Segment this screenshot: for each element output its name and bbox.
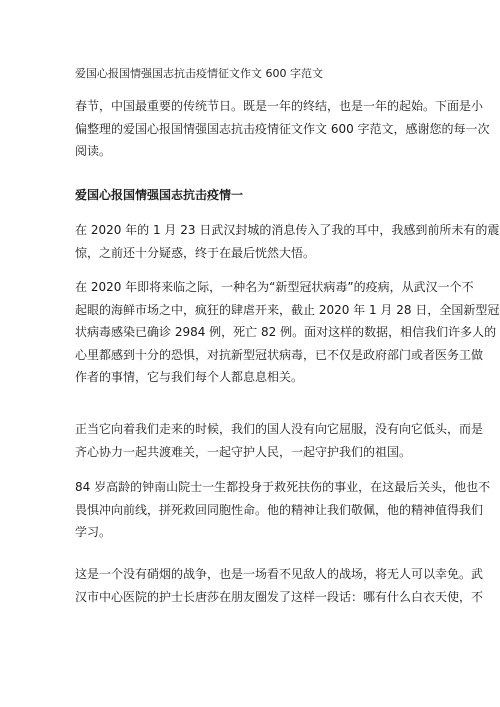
paragraph-line: 起眼的海鲜市场之中，疯狂的肆虐开来，截止 2020 年 1 月 28 日，全国新型冠 bbox=[75, 302, 500, 317]
paragraph-line: 齐心协力一起共渡难关，一起守护人民，一起守护我们的祖国。 bbox=[75, 444, 412, 459]
body-paragraph bbox=[75, 219, 500, 264]
paragraph-line: 学习。 bbox=[75, 525, 112, 539]
intro-line: 阅读。 bbox=[75, 144, 112, 158]
paragraph-line: 在 2020 年的 1 月 23 日武汉封城的消息传入了我的耳中，我感到前所未有的震 bbox=[75, 223, 500, 237]
section-heading: 爱国心报国情强国志抗击疫情一 bbox=[75, 188, 244, 202]
body-paragraph bbox=[75, 563, 484, 608]
paragraph-line: 在 2020 年即将来临之际，一种名为“新型冠状病毒”的疫病，从武汉一个不 bbox=[75, 280, 474, 294]
intro-line: 春节，中国最重要的传统节日。既是一年的终结，也是一年的起始。下面是小 bbox=[75, 99, 484, 113]
paragraph-line: 心里都感到十分的恐惧，对抗新型冠状病毒，已不仅是政府部门或者医务工做 bbox=[75, 347, 484, 362]
intro-paragraph bbox=[75, 95, 490, 163]
paragraph-line: 作者的事情，它与我们每个人都息息相关。 bbox=[75, 370, 304, 384]
body-paragraph bbox=[75, 418, 484, 463]
body-paragraph bbox=[75, 276, 500, 389]
paragraph-line: 状病毒感染已确诊 2984 例，死亡 82 例。面对这样的数据，相信我们许多人的 bbox=[75, 325, 497, 339]
paragraph-line: 正当它向着我们走来的时候，我们的国人没有向它屈服，没有向它低头，而是 bbox=[75, 422, 484, 436]
intro-line: 偏整理的爱国心报国情强国志抗击疫情征文作文 600 字范文，感谢您的每一次 bbox=[75, 121, 490, 136]
paragraph-line: 汉市中心医院的护士长唐莎在朋友圈发了这样一段话：哪有什么白衣天使，不 bbox=[75, 589, 484, 604]
body-paragraph bbox=[75, 476, 491, 544]
paragraph-line: 畏惧冲向前线，拼死救回同胞性命。他的精神让我们敬佩，他的精神值得我们 bbox=[75, 502, 484, 517]
document-title: 爱国心报国情强国志抗击疫情征文作文 600 字范文 bbox=[75, 67, 323, 80]
paragraph-line: 84 岁高龄的钟南山院士一生都投身于救死扶伤的事业，在这最后关头，他也不 bbox=[75, 480, 491, 494]
paragraph-line: 这是一个没有硝烟的战争，也是一场看不见敌人的战场，将无人可以幸免。武 bbox=[75, 567, 484, 581]
paragraph-line: 惊，之前还十分疑惑，终于在最后恍然大悟。 bbox=[75, 245, 316, 260]
